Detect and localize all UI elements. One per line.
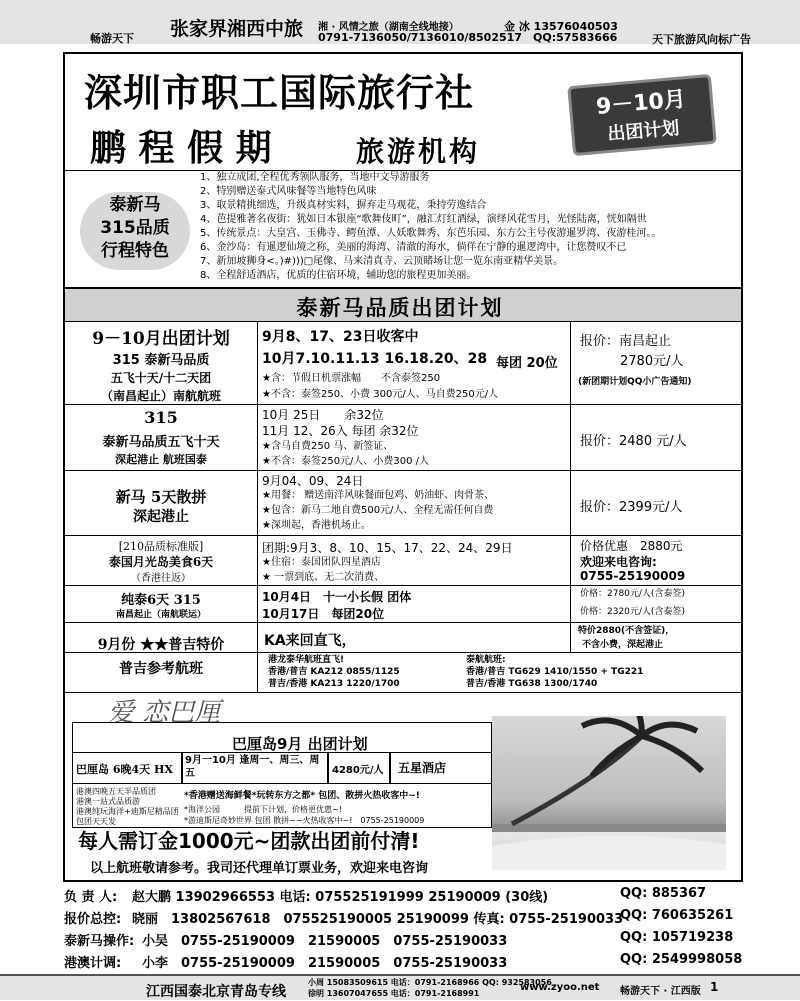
row2-mid-line: ★含马自费250 马、新签证、 (262, 441, 394, 452)
feature-item: 4、芭提雅著名夜街：犹如日本银座“歌舞伎町”，融汇灯红酒绿，演绎风花雪月，光怪陆离，恍如隔世 (200, 214, 647, 225)
contact-label: 泰新马操作: (64, 934, 135, 949)
row2-mid-line: ★不含：泰签250元/人、小费300 /人 (262, 456, 430, 467)
contact-row (64, 908, 744, 930)
features-label-line-3: 行程特色 (101, 241, 169, 261)
org-title: 旅游机构 (356, 135, 481, 168)
row6-left-line: 普吉参考航班 (119, 661, 203, 677)
bali-logo: 爱 恋巴厘 (108, 698, 221, 728)
feature-item: 5、传统景点：大皇宫、玉佛寺、鳄鱼潭、人妖歌舞秀、东芭乐园、东方公主号夜游暹罗湾、夜游桂河。。 (200, 228, 662, 239)
booking-note: 以上航班敬请参考。我司还代理单订票业务，欢迎来电咨询 (90, 861, 429, 876)
row1-price-note: (新团期计划QQ小广告通知) (578, 377, 692, 387)
footer-site: www.zyoo.net (520, 982, 600, 993)
contact-label: 负 责 人: (64, 890, 118, 905)
row5-mid-line: 10月4日 十一小长假 团体 (262, 590, 412, 604)
header-right-tag: 天下旅游风向标广告 (652, 33, 751, 46)
flights-left-line: 香港/普吉 KA212 0855/1125 (268, 667, 400, 677)
feature-item: 2、特别赠送泰式风味餐等当地特色风味 (200, 186, 377, 197)
row-divider (64, 535, 742, 536)
row2-left-line: 深起港止 航班国泰 (115, 453, 207, 466)
bali-product: 巴厘岛 6晚4天 HX (76, 763, 173, 776)
plan-title: 泰新马品质出团计划 (296, 296, 504, 320)
row5-left-title: 纯泰6天 315 (121, 593, 201, 608)
contact-qq: QQ: 760635261 (620, 908, 734, 923)
row3-mid-line: ★包含：新马二地自费500元/人、全程无需任何自费 (262, 505, 494, 516)
contact-text: 晓丽 13802567618 075525190005 25190099 传真: 0755-25190033 (132, 912, 624, 927)
contact-text: 小李 0755-25190009 21590005 0755-25190033 (142, 956, 508, 971)
col-divider (570, 322, 571, 652)
row5-price: 价格：2780元/人(含泰签) (580, 589, 685, 599)
bali-price: 4280元/人 (332, 765, 384, 776)
flights-left-line: 普吉/香港 KA213 1220/1700 (268, 679, 400, 689)
stamp-line-2: 出团计划 (606, 117, 681, 146)
bali-side-line: 包团天天发 (76, 817, 116, 826)
header-slogan: 湘 · 风情之旅（湖南全线地接） (318, 22, 459, 33)
row5-left-line: 南昌起止（南航联运） (115, 610, 206, 620)
palm-tree-icon (492, 716, 726, 870)
header-phones: 0791-7136050/7136010/8502517 (318, 31, 522, 44)
features-label (80, 192, 190, 270)
row4-mid-line: 团期:9月3、8、10、15、17、22、24、29日 (262, 541, 513, 555)
stamp (567, 74, 717, 156)
flights-right-line: 香港/普吉 TG629 1410/1550 + TG221 (466, 667, 644, 677)
features-label-line-2: 315品质 (100, 218, 170, 238)
row4-mid-line: ★住宿：泰国团队四星酒店 (262, 557, 381, 568)
stamp-line-1: 9－10月 (595, 87, 687, 120)
feature-item: 7、新加坡狮身<。)#)))□尾像、马来清真寺、云顶睹场让您一览东南亚精华美景。 (200, 256, 564, 267)
row3-left-line: 深起港止 (133, 509, 189, 525)
contact-row (64, 886, 744, 908)
agency-title: 深圳市职工国际旅行社 (84, 70, 475, 115)
header-left-tag: 畅游天下 (90, 32, 134, 45)
bali-title: 巴厘岛9月 出团计划 (232, 735, 368, 753)
row-divider (64, 470, 742, 471)
bali-note: *游迪斯尼奇妙世界 包团 散拼~~火热收客中~! 0755-25190009 (184, 816, 425, 825)
row3-mid-line: 9月04、09、24日 (262, 474, 364, 488)
row-divider (64, 622, 742, 623)
row4-price: 价格优惠 2880元 (580, 539, 683, 553)
bali-note: *海洋公园 提前下计划，价格更优惠~! (184, 805, 342, 814)
feature-item: 1、独立成团,全程优秀领队服务，当地中文导游服务 (200, 172, 430, 183)
deposit-notice: 每人需订金1000元~团款出团前付清! (78, 829, 420, 853)
row5-price: 价格：2320元/人(含泰签) (580, 607, 685, 617)
row4-left-line: [210品质标准版] (118, 540, 204, 553)
contact-qq: QQ: 885367 (620, 886, 707, 901)
row6-price: 不含小费，深起港止 (582, 640, 664, 650)
footer-left: 江西国泰北京青岛专线 (146, 984, 286, 1000)
row6-price: 特价2880(不含签证)， (578, 626, 675, 636)
row1-price: 报价：南昌起止 (580, 334, 672, 349)
row-divider (64, 585, 742, 586)
contact-text: 小吴 0755-25190009 21590005 0755-25190033 (142, 934, 508, 949)
bali-note: *香港赠送海鲜餐*玩转东方之都* 包团、散拼火热收客中~! (184, 791, 420, 801)
col-divider (257, 322, 258, 652)
row1-mid-line: 10月7.10.11.13 16.18.20、28 (262, 351, 488, 367)
contact-label: 报价总控: (64, 912, 122, 927)
contact-row (64, 930, 744, 952)
footer-right: 畅游天下 · 江西版 (620, 986, 701, 997)
row-divider (64, 404, 742, 405)
features-label-line-1: 泰新马 (109, 195, 161, 215)
row4-left-title: 泰国月光岛美食6天 (108, 555, 214, 569)
contact-qq: QQ: 105719238 (620, 930, 734, 945)
flights-right-title: 泰航航班: (466, 655, 506, 665)
bali-side (76, 787, 180, 827)
beach-photo (492, 716, 726, 870)
row4-left-line: （香港往返） (131, 573, 191, 584)
contacts (64, 886, 744, 974)
row3-mid-line: ★深圳起，香港机场止。 (262, 520, 371, 531)
header-qq: QQ:57583666 (533, 31, 618, 44)
contact-text: 赵大鹏 13902966553 电话: 075525191999 25190009 (30线) (132, 890, 549, 905)
row2-left-line: 泰新马品质五飞十天 (102, 435, 220, 450)
row2-mid-line: 11月 12、26入 每团 余32位 (262, 424, 419, 438)
row1-mid-line: ★含：节假日机票涨幅 不含泰签250 (262, 373, 441, 384)
row2-left-title: 315 (144, 408, 178, 427)
header-contact: 金 冰 13576040503 (504, 20, 618, 33)
bali-hotel: 五星酒店 (398, 761, 447, 775)
header-company: 张家界湘西中旅 (170, 18, 304, 40)
footer-contact: 徐明 13607047655 电话：0791-2168991 (308, 989, 480, 998)
row4-consult: 欢迎来电咨询: (580, 555, 657, 569)
flights-right-line: 普吉/香港 TG638 1300/1740 (466, 679, 598, 689)
bali-side-line: 港澳纯玩海洋+迪斯尼精品团 (76, 807, 179, 816)
bali-side-line: 港澳一站式品质游 (76, 797, 140, 806)
feature-item: 3、取景精挑细选，升级真材实料，摒弃走马观花，秉持劳逸结合 (200, 200, 487, 211)
row4-mid-line: ★ 一票到底、无二次消费、 (262, 572, 385, 583)
row1-mid-line: 每团 20位 (496, 356, 558, 371)
row1-left-title: 9－10月出团计划 (92, 329, 230, 349)
row2-mid-line: 10月 25日 余32位 (262, 408, 384, 422)
row1-mid-line: ★不含：泰签250、小费 300元/人、马自费250元/人 (262, 389, 499, 400)
flights-left-title: 港龙泰华航班直飞! (268, 655, 345, 665)
row1-price: 2780元/人 (620, 354, 684, 369)
contact-qq: QQ: 2549998058 (620, 952, 743, 967)
row1-mid-line: 9月8、17、23日收客中 (262, 329, 419, 345)
bali-side-line: 港澳四晚五天半品质团 (76, 787, 156, 796)
bali-dates: 9月一10月 逢周一、周三、周五 (185, 755, 320, 779)
row3-mid-line: ★用餐： 赠送南洋风味餐面包鸡、奶油虾、肉骨茶、 (262, 490, 495, 501)
row6-mid-line: KA来回直飞， (264, 633, 356, 649)
feature-item: 6、金沙岛：有暹逻仙境之称，美丽的海湾、清澈的海水，倘佯在宁静的暹逻湾中，让您赞叹不已 (200, 242, 627, 253)
contact-label: 港澳计调: (64, 956, 122, 971)
footer-contact: 小周 15083509615 电话：0791-2168966 QQ: 932583056 (308, 978, 552, 987)
features-list (200, 171, 740, 283)
row1-left-line: 五飞十天/十二天团 (110, 371, 212, 385)
row4-phone: 0755-25190009 (580, 569, 686, 583)
row5-mid-line: 10月17日 每团20位 (262, 607, 385, 621)
row1-left-line: 315 泰新马品质 (112, 353, 210, 368)
footer-page-number: 1 (710, 980, 719, 994)
contact-row (64, 952, 744, 974)
row1-left-line: （南昌起止）南航航班 (100, 389, 221, 403)
row3-left-title: 新马 5天散拼 (115, 488, 207, 506)
row6-left-title: 9月份 ★★普吉特价 (97, 637, 225, 653)
row3-price: 报价：2399元/人 (580, 500, 683, 515)
brand-title: 鹏 程 假 期 (90, 128, 272, 169)
row2-price: 报价：2480 元/人 (580, 434, 687, 449)
feature-item: 8、全程舒适酒店，优质的住宿环境，辅助您的旅程更加美丽。 (200, 270, 477, 281)
